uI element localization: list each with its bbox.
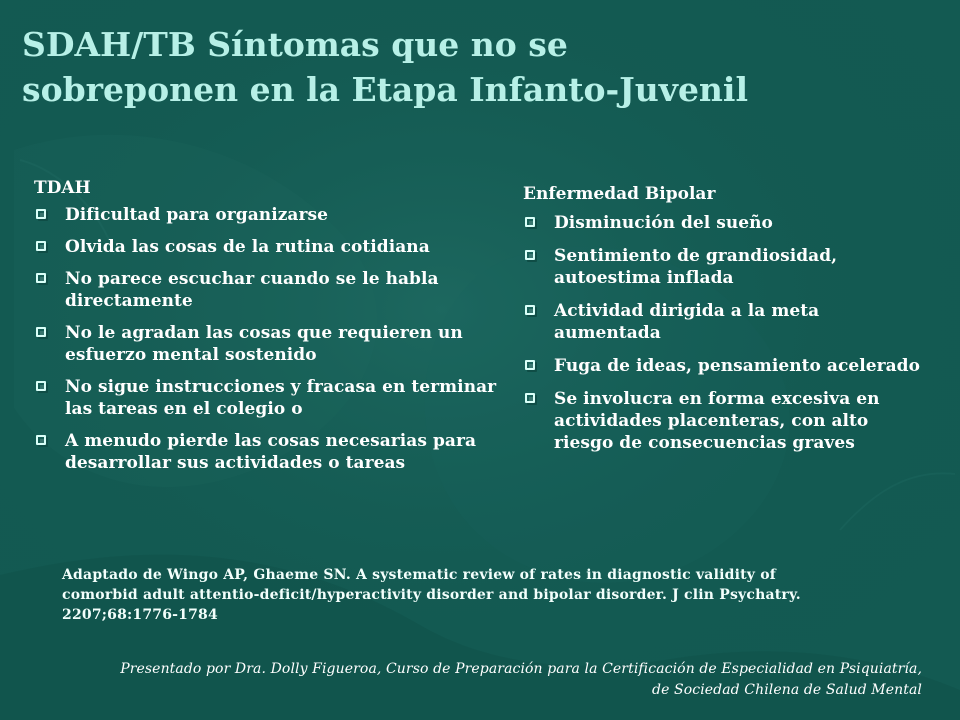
tdah-symptom-item [34,204,509,226]
tdah-heading: TDAH [34,178,91,198]
tdah-symptom-text: No le agradan las cosas que requieren un esfuerzo mental sostenido [65,323,463,365]
reference-citation [62,565,912,625]
tdah-symptom-item [34,268,509,312]
slide-title-line-1: SDAH/TB Síntomas que no se [22,25,568,64]
tdah-symptom-item [34,376,509,420]
reference-line-1: Adaptado de Wingo AP, Ghaeme SN. A systematic review of rates in diagnostic validity of [62,567,776,583]
bipolar-symptom-item [523,388,923,454]
bipolar-symptom-text: Sentimiento de grandiosidad, autoestima inflada [554,246,838,288]
credit-line-1: Presentado por Dra. Dolly Figueroa, Curso de Preparación para la Certificación de Especialidad en Psiquiatría, [120,661,922,677]
bipolar-symptom-text: Actividad dirigida a la meta aumentada [554,301,820,343]
bipolar-symptom-text: Fuga de ideas, pensamiento acelerado [554,356,920,376]
checkbox-square-icon [36,327,46,337]
slide-title [22,22,942,112]
checkbox-square-icon [36,435,46,445]
checkbox-square-icon [36,381,46,391]
checkbox-square-icon [525,305,535,315]
tdah-symptom-list [34,204,509,474]
credit-line-2: de Sociedad Chilena de Salud Mental [652,682,922,698]
reference-line-2: comorbid adult attentio-deficit/hyperactivity disorder and bipolar disorder. J clin Psychatry. [62,587,801,603]
checkbox-square-icon [525,393,535,403]
tdah-symptom-text: A menudo pierde las cosas necesarias para desarrollar sus actividades o tareas [65,431,477,473]
bipolar-symptom-item [523,300,923,344]
bipolar-symptom-item [523,212,923,234]
tdah-symptom-text: No parece escuchar cuando se le habla directamente [65,269,439,311]
bipolar-symptom-text: Se involucra en forma excesiva en actividades placenteras, con alto riesgo de consecuencias graves [554,389,880,453]
tdah-symptom-text: Olvida las cosas de la rutina cotidiana [65,237,430,257]
checkbox-square-icon [525,217,535,227]
tdah-symptom-item [34,322,509,366]
bipolar-symptom-item [523,245,923,289]
checkbox-square-icon [525,250,535,260]
checkbox-square-icon [36,273,46,283]
checkbox-square-icon [525,360,535,370]
checkbox-square-icon [36,241,46,251]
bipolar-symptom-text: Disminución del sueño [554,213,773,233]
bipolar-heading: Enfermedad Bipolar [523,184,716,204]
tdah-symptom-text: No sigue instrucciones y fracasa en terminar las tareas en el colegio o [65,377,497,419]
checkbox-square-icon [36,209,46,219]
bipolar-symptom-list [523,212,923,454]
bipolar-symptom-item [523,355,923,377]
reference-line-3: 2207;68:1776-1784 [62,607,218,623]
slide-title-line-2: sobreponen en la Etapa Infanto-Juvenil [22,70,748,109]
presentation-credit [92,659,922,701]
bipolar-column [523,184,923,465]
tdah-symptom-item [34,236,509,258]
tdah-column [34,178,509,484]
tdah-symptom-text: Dificultad para organizarse [65,205,328,225]
tdah-symptom-item [34,430,509,474]
